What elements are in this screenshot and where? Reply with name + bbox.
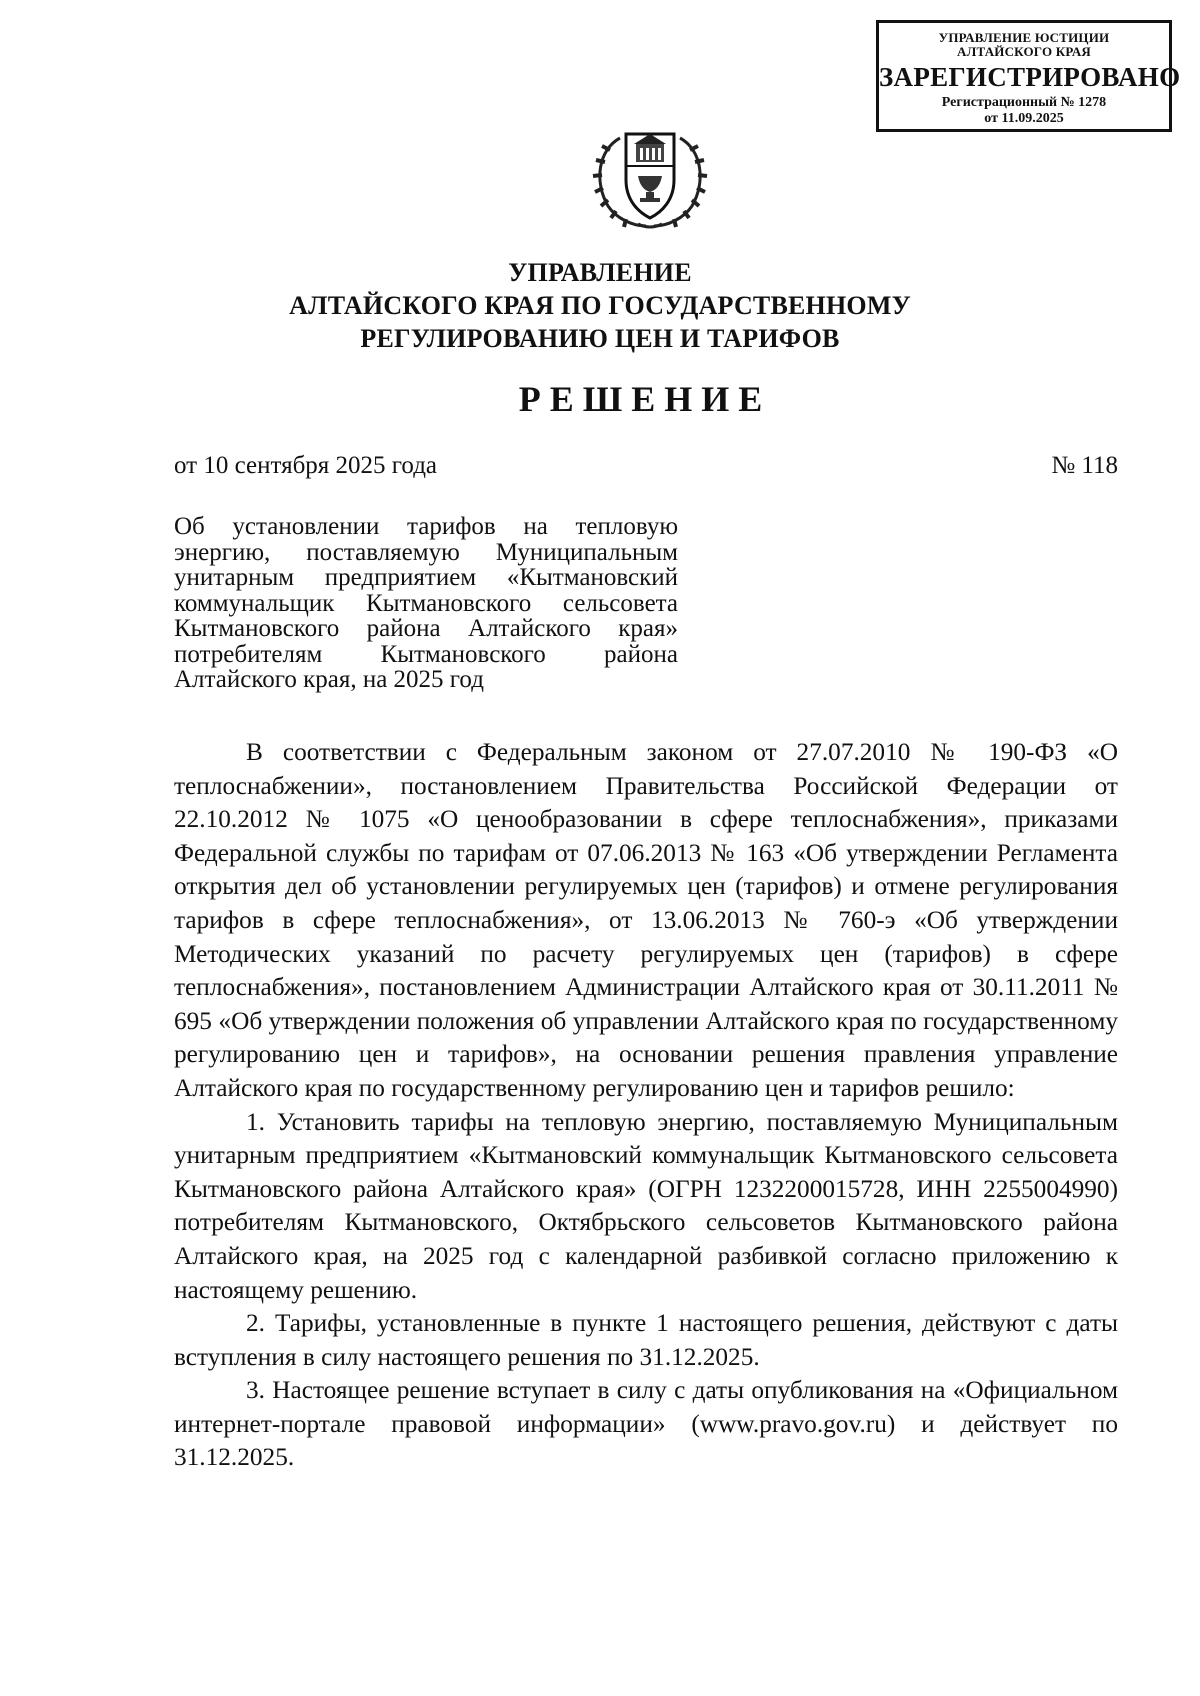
document-body bbox=[174, 736, 1118, 1475]
resolution-item-1: 1. Установить тарифы на тепловую энергию, поставляемую Муниципальным унитарным предприятием «Кытмановский коммунальщик Кытмановского сельсовета Кытмановского района Алтайского края» (ОГРН 1232200015728, ИНН 2255004990) потребителям Кытмановского, Октябрьского сельсоветов Кытмановского района Алтайского края, на 2025 год с календарной разбивкой согласно приложению к настоящему решению. bbox=[174, 1107, 1118, 1304]
resolution-item-3: 3. Настоящее решение вступает в силу с даты опубликования на «Официальном интернет-портале правовой информации» (www.pravo.gov.ru) и действует по 31.12.2025. bbox=[174, 1376, 1118, 1472]
stamp-registration-number: Регистрационный № 1278 bbox=[941, 95, 1107, 111]
preamble-paragraph: В соответствии с Федеральным законом от 27.07.2010 № 190-ФЗ «О теплоснабжении», постановлением Правительства Российской Федерации от 22.10.2012 № 1075 «О ценообразовании в сфере теплоснабжения», приказами Федеральной службы по тарифам от 07.06.2013 № 163 «Об утверждении Регламента открытия дел об установлении регулируемых цен (тарифов) и отмене регулирования тарифов в сфере теплоснабжения», от 13.06.2013 № 760-э «Об утверждении Методических указаний по расчету регулируемых цен (тарифов) в сфере теплоснабжения», постановлением Администрации Алтайского края от 30.11.2011 № 695 «Об утверждении положения об управлении Алтайского края по государственному регулированию цен и тарифов», на основании решения правления управление Алтайского края по государственному регулированию цен и тарифов решило: bbox=[174, 738, 1118, 1102]
coat-of-arms-icon bbox=[580, 120, 720, 232]
document-subject: Об установлении тарифов на тепловую энергию, поставляемую Муниципальным унитарным предприятием «Кытмановский коммунальщик Кытмановского сельсовета Кытмановского района Алтайского края» потребителям Кытмановского района Алтайского края, на 2025 год bbox=[174, 513, 678, 693]
resolution-item-2: 2. Тарифы, установленные в пункте 1 настоящего решения, действуют с даты вступления в силу настоящего решения по 31.12.2025. bbox=[174, 1309, 1118, 1371]
stamp-registration-date: от 11.09.2025 bbox=[984, 110, 1064, 126]
document-date: от 10 сентября 2025 года bbox=[174, 452, 438, 479]
document-number: № 118 bbox=[1051, 452, 1118, 479]
stamp-organization-line1: УПРАВЛЕНИЕ ЮСТИЦИИ bbox=[938, 30, 1110, 45]
header-line-1: УПРАВЛЕНИЕ bbox=[508, 258, 692, 287]
stamp-status: ЗАРЕГИСТРИРОВАНО bbox=[879, 61, 1181, 92]
header-line-2: АЛТАЙСКОГО КРАЯ ПО ГОСУДАРСТВЕННОМУ bbox=[289, 291, 911, 320]
header-line-3: РЕГУЛИРОВАНИЮ ЦЕН И ТАРИФОВ bbox=[360, 324, 840, 353]
document-type-title: РЕШЕНИЕ bbox=[518, 379, 772, 419]
stamp-organization-line2: АЛТАЙСКОГО КРАЯ bbox=[957, 44, 1091, 60]
issuer-header bbox=[0, 256, 1200, 355]
registration-stamp bbox=[876, 20, 1181, 132]
